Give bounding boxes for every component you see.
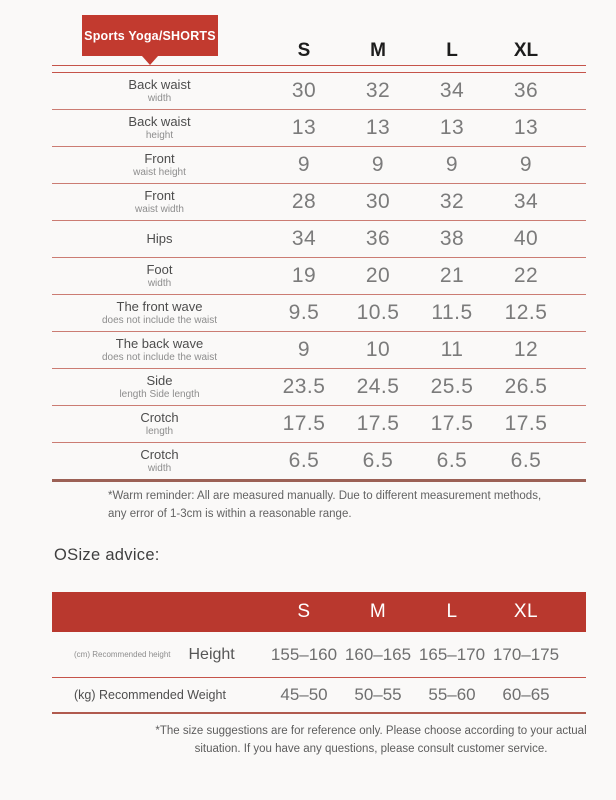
cell-value: 11 — [440, 338, 464, 361]
cell-value: 30 — [291, 79, 317, 102]
advice-column-xl: XL — [513, 601, 539, 622]
cell-value: 23.5 — [282, 375, 326, 398]
table-row — [52, 406, 586, 443]
cell-value: 22 — [513, 264, 539, 287]
cell-value: 34 — [291, 227, 317, 250]
table-row — [52, 147, 586, 184]
row-label-main: Hips — [146, 231, 173, 247]
weight-value: 55–60 — [428, 685, 476, 704]
cell-value: 36 — [365, 227, 391, 250]
table-row — [52, 221, 586, 258]
size-advice-header-bar — [52, 592, 586, 632]
recommended-height-row — [52, 632, 586, 678]
row-label-main: The back wave — [115, 336, 204, 352]
cell-value: 9 — [445, 153, 459, 176]
cell-value: 12.5 — [504, 301, 548, 324]
header-divider — [52, 65, 586, 73]
cell-value: 21 — [439, 264, 465, 287]
column-header-m: M — [370, 40, 386, 61]
cell-value: 28 — [291, 190, 317, 213]
cell-value: 32 — [365, 79, 391, 102]
cell-value: 6.5 — [288, 449, 320, 472]
cell-value: 6.5 — [436, 449, 468, 472]
product-badge-label: Sports Yoga/SHORTS — [84, 28, 216, 43]
cell-value: 13 — [439, 116, 465, 139]
row-label-main: Back waist — [128, 114, 191, 130]
advice-column-l: L — [446, 601, 458, 622]
height-unit-label: (cm) Recommended height — [74, 650, 171, 659]
row-label-sub: does not include the waist — [101, 314, 218, 326]
table-row — [52, 443, 586, 482]
cell-value: 19 — [291, 264, 317, 287]
height-value: 155–160 — [270, 644, 338, 664]
table-row — [52, 369, 586, 406]
row-label-main: The front wave — [116, 299, 203, 315]
table-row — [52, 332, 586, 369]
weight-label: (kg) Recommended Weight — [74, 688, 226, 702]
cell-value: 6.5 — [510, 449, 542, 472]
column-header-xl: XL — [513, 40, 539, 61]
cell-value: 11.5 — [431, 301, 473, 324]
table-row — [52, 184, 586, 221]
cell-value: 26.5 — [504, 375, 548, 398]
cell-value: 13 — [291, 116, 317, 139]
cell-value: 9 — [297, 338, 311, 361]
size-advice-heading: OSize advice: — [54, 546, 160, 564]
row-label-main: Crotch — [140, 447, 179, 463]
cell-value: 17.5 — [430, 412, 474, 435]
row-label — [52, 336, 267, 364]
row-label-main: Crotch — [140, 410, 179, 426]
cell-value: 17.5 — [356, 412, 400, 435]
cell-value: 34 — [439, 79, 465, 102]
cell-value: 25.5 — [430, 375, 474, 398]
row-label-sub: length — [145, 425, 174, 437]
row-label-sub: length Side length — [119, 388, 200, 400]
row-label — [52, 447, 267, 475]
cell-value: 6.5 — [362, 449, 394, 472]
row-label — [52, 373, 267, 401]
row-label — [52, 262, 267, 290]
row-label-sub: waist height — [133, 166, 186, 178]
weight-row-label — [52, 688, 267, 702]
cell-value: 17.5 — [282, 412, 326, 435]
measurements-table — [52, 26, 586, 482]
row-label-main: Back waist — [128, 77, 191, 93]
cell-value: 38 — [439, 227, 465, 250]
cell-value: 9 — [519, 153, 533, 176]
cell-value: 13 — [365, 116, 391, 139]
row-label-main: Side — [146, 373, 173, 389]
row-label-sub: waist width — [135, 203, 184, 215]
row-label-sub: does not include the waist — [101, 351, 218, 363]
cell-value: 20 — [365, 264, 391, 287]
measurements-header-row — [52, 26, 586, 65]
cell-value: 9.5 — [288, 301, 320, 324]
cell-value: 12 — [513, 338, 539, 361]
row-label-sub: width — [147, 277, 172, 289]
height-value: 160–165 — [344, 644, 412, 664]
weight-value: 60–65 — [502, 685, 550, 704]
weight-value: 45–50 — [280, 685, 328, 704]
cell-value: 24.5 — [356, 375, 400, 398]
row-label-main: Front — [144, 151, 175, 167]
recommended-weight-row — [52, 678, 586, 714]
row-label-sub: width — [147, 462, 172, 474]
cell-value: 30 — [365, 190, 391, 213]
cell-value: 10 — [365, 338, 391, 361]
cell-value: 32 — [439, 190, 465, 213]
table-row — [52, 295, 586, 332]
advice-column-m: M — [369, 601, 387, 622]
size-advice-table — [52, 592, 586, 714]
row-label-main: Foot — [146, 262, 173, 278]
height-value: 165–170 — [418, 644, 486, 664]
row-label — [52, 410, 267, 438]
weight-value: 50–55 — [354, 685, 402, 704]
row-label — [52, 231, 267, 247]
height-row-label — [52, 646, 267, 664]
cell-value: 9 — [297, 153, 311, 176]
cell-value: 10.5 — [356, 301, 400, 324]
row-label-sub: width — [147, 92, 172, 104]
row-label — [52, 299, 267, 327]
cell-value: 36 — [513, 79, 539, 102]
cell-value: 40 — [513, 227, 539, 250]
row-label-sub: height — [145, 129, 174, 141]
height-label: Height — [188, 645, 235, 663]
advice-column-s: S — [297, 601, 311, 622]
cell-value: 17.5 — [504, 412, 548, 435]
height-value: 170–175 — [492, 644, 560, 664]
row-label — [52, 188, 267, 216]
cell-value: 34 — [513, 190, 539, 213]
table-row — [52, 73, 586, 110]
row-label-main: Front — [144, 188, 175, 204]
row-label — [52, 77, 267, 105]
cell-value: 9 — [371, 153, 385, 176]
size-suggestion-note: *The size suggestions are for reference only. Please choose according to your actual situation. If you have any questions, please consult customer service. — [155, 725, 587, 756]
table-row — [52, 258, 586, 295]
column-header-s: S — [297, 40, 311, 61]
table-row — [52, 110, 586, 147]
row-label — [52, 151, 267, 179]
warm-reminder-note: *Warm reminder: All are measured manually. Due to different measurement methods, any error of 1-3cm is within a reasonable range. — [108, 490, 542, 521]
column-header-l: L — [446, 40, 458, 61]
row-label — [52, 114, 267, 142]
cell-value: 13 — [513, 116, 539, 139]
